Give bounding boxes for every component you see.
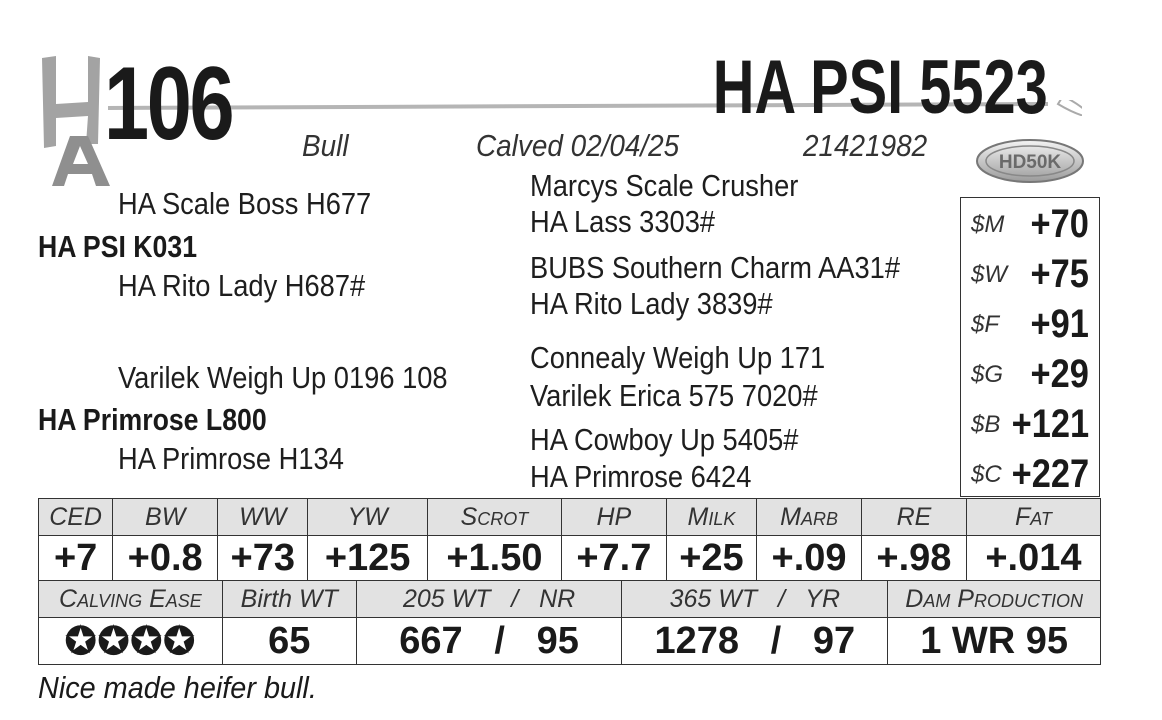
epd-header-ww: WW	[218, 499, 308, 536]
index-row-g	[961, 348, 1099, 398]
index-value: +29	[1030, 352, 1089, 396]
pedigree-sire-dam: HA Rito Lady H687#	[118, 268, 366, 303]
pedigree-sire-sire: HA Scale Boss H677	[118, 186, 372, 221]
index-label: $B	[971, 411, 1001, 438]
index-value: +91	[1030, 302, 1089, 346]
pedigree-ds-sire: Connealy Weigh Up 171	[530, 340, 826, 375]
epd-header-marb: Marb	[757, 499, 862, 536]
pedigree-sd-sire: BUBS Southern Charm AA31#	[530, 250, 900, 285]
epd-value-marb: +.09	[757, 536, 862, 581]
performance-value-row	[39, 618, 1101, 665]
epd-value-yw: +125	[308, 536, 427, 581]
index-row-m	[961, 198, 1099, 248]
lot-number: 106	[104, 46, 233, 162]
pedigree-dam-sire: Varilek Weigh Up 0196 108	[118, 360, 448, 395]
epd-value-ced: +7	[39, 536, 113, 581]
index-row-b	[961, 398, 1099, 448]
pedigree-dd-sire: HA Cowboy Up 5405#	[530, 422, 799, 457]
epd-header-milk: Milk	[666, 499, 756, 536]
pedigree-sd-dam: HA Rito Lady 3839#	[530, 286, 773, 321]
index-label: $M	[971, 211, 1005, 238]
index-value: +70	[1030, 202, 1089, 246]
epd-header-yw: YW	[308, 499, 427, 536]
animal-name: HA PSI 5523	[713, 45, 1048, 130]
index-label: $W	[971, 261, 1007, 288]
epd-header-hp: HP	[561, 499, 666, 536]
header-calving-ease: Calving Ease	[39, 581, 223, 618]
pedigree-sire: HA PSI K031	[38, 229, 198, 264]
performance-table	[38, 580, 1101, 665]
performance-header-row	[39, 581, 1101, 618]
index-row-w	[961, 248, 1099, 298]
epd-value-ww: +73	[218, 536, 308, 581]
header-birth-wt: Birth WT	[222, 581, 356, 618]
pedigree-dd-dam: HA Primrose 6424	[530, 459, 752, 494]
sex-label: Bull	[302, 128, 349, 163]
index-label: $G	[971, 361, 1004, 388]
epd-header-scrot: Scrot	[427, 499, 561, 536]
index-value: +121	[1011, 402, 1089, 446]
epd-value-scrot: +1.50	[427, 536, 561, 581]
epd-value-bw: +0.8	[113, 536, 218, 581]
dollar-index-box	[960, 197, 1100, 497]
index-row-f	[961, 298, 1099, 348]
epd-header-ced: CED	[39, 499, 113, 536]
epd-value-milk: +25	[666, 536, 756, 581]
epd-header-row	[39, 499, 1101, 536]
pedigree-ss-sire: Marcys Scale Crusher	[530, 168, 799, 203]
header-205-wt-nr: 205 WT / NR	[356, 581, 622, 618]
epd-value-re: +.98	[862, 536, 967, 581]
calving-ease-stars-icon: ✪✪✪✪	[39, 618, 223, 665]
epd-value-row	[39, 536, 1101, 581]
registration-number: 21421982	[803, 128, 928, 163]
hd50k-badge	[975, 138, 1085, 184]
index-label: $F	[971, 311, 1000, 338]
value-birth-wt: 65	[222, 618, 356, 665]
footnote: Nice made heifer bull.	[38, 670, 317, 705]
header-dam-production: Dam Production	[888, 581, 1101, 618]
pedigree-dam-dam: HA Primrose H134	[118, 441, 344, 476]
index-row-c	[961, 448, 1099, 498]
header-365-wt-yr: 365 WT / YR	[622, 581, 888, 618]
epd-value-fat: +.014	[966, 536, 1100, 581]
pedigree-dam: HA Primrose L800	[38, 402, 267, 437]
index-value: +227	[1011, 452, 1089, 496]
calved-date: Calved 02/04/25	[476, 128, 680, 163]
epd-value-hp: +7.7	[561, 536, 666, 581]
epd-header-re: RE	[862, 499, 967, 536]
index-value: +75	[1030, 252, 1089, 296]
value-dam-production: 1 WR 95	[888, 618, 1101, 665]
value-205-wt-nr: 667 / 95	[356, 618, 622, 665]
value-365-wt-yr: 1278 / 97	[622, 618, 888, 665]
index-label: $C	[971, 461, 1002, 488]
svg-text:HD50K: HD50K	[998, 152, 1062, 173]
pedigree-ss-dam: HA Lass 3303#	[530, 204, 716, 239]
pedigree-ds-dam: Varilek Erica 575 7020#	[530, 378, 818, 413]
epd-header-bw: BW	[113, 499, 218, 536]
epd-table	[38, 498, 1101, 581]
epd-header-fat: Fat	[966, 499, 1100, 536]
